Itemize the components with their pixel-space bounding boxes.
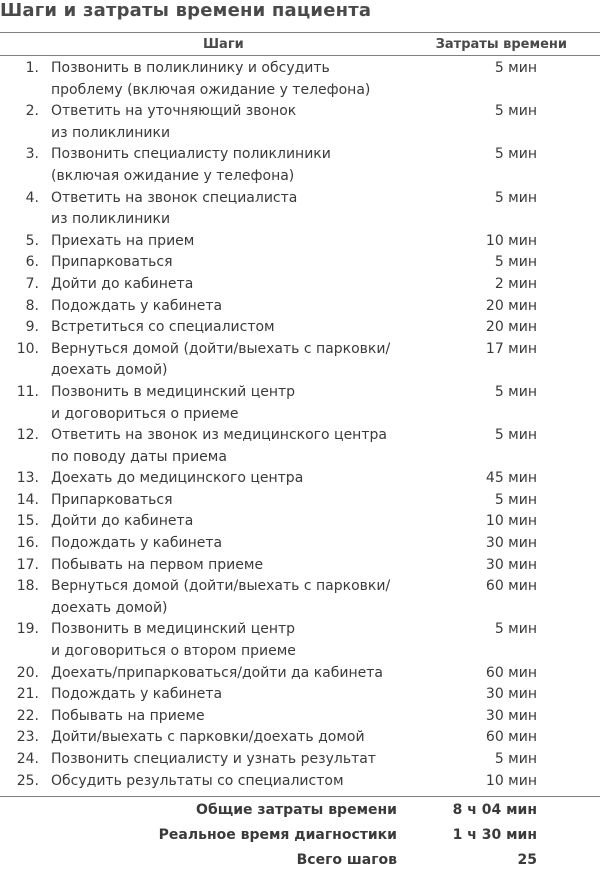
- step-description: Позвонить специалисту и узнать результат: [51, 751, 376, 767]
- table-row: [0, 231, 600, 253]
- summary-divider: [0, 796, 600, 797]
- column-header-steps: Шаги: [203, 37, 244, 52]
- step-description: Подождать у кабинета: [51, 686, 223, 703]
- step-description: Вернуться домой (дойти/выехать с парковки/ доехать домой): [51, 340, 391, 379]
- step-time: 17 мин: [485, 340, 537, 357]
- step-time: 30 мин: [485, 535, 537, 552]
- table-row: [0, 382, 600, 425]
- table-row: [0, 490, 600, 512]
- table-row: [0, 555, 600, 577]
- step-description: Побывать на приеме: [51, 707, 205, 724]
- step-time: 30 мин: [485, 707, 537, 724]
- step-number: 19.: [16, 621, 39, 638]
- top-divider: [0, 32, 600, 33]
- step-number: 8.: [25, 297, 39, 314]
- table-row: [0, 252, 600, 274]
- step-time: 60 мин: [485, 578, 537, 595]
- step-number: 18.: [16, 578, 39, 595]
- table-row: [0, 144, 600, 187]
- step-number: 15.: [16, 513, 39, 530]
- step-description: Припарковаться: [51, 491, 173, 508]
- step-time: 10 мин: [485, 513, 537, 530]
- step-description: Приехать на прием: [51, 232, 195, 249]
- step-time: 5 мин: [494, 751, 537, 767]
- total-steps-value: 25: [517, 852, 537, 868]
- step-description: Ответить на звонок из медицинского центра по поводу даты приема: [51, 427, 387, 465]
- step-number: 2.: [25, 103, 39, 120]
- step-time: 2 мин: [494, 275, 537, 292]
- step-time: 5 мин: [494, 491, 537, 508]
- step-description: Подождать у кабинета: [51, 297, 223, 314]
- step-description: Вернуться домой (дойти/выехать с парковки/ доехать домой): [51, 578, 391, 616]
- table-row: [0, 663, 600, 685]
- step-description: Доехать до медицинского центра: [51, 470, 304, 487]
- table-row: [0, 58, 600, 101]
- step-time: 60 мин: [485, 664, 537, 681]
- step-number: 23.: [16, 729, 39, 746]
- step-time: 30 мин: [485, 686, 537, 703]
- step-description: Дойти/выехать с парковки/доехать домой: [51, 729, 365, 746]
- step-description: Побывать на первом приеме: [51, 556, 264, 573]
- step-time: 10 мин: [485, 772, 537, 789]
- step-time: 45 мин: [485, 470, 537, 487]
- table-row: [0, 749, 600, 771]
- step-time: 5 мин: [494, 254, 537, 271]
- step-number: 6.: [25, 254, 39, 271]
- step-number: 13.: [16, 470, 39, 487]
- step-description: Дойти до кабинета: [51, 513, 194, 530]
- step-number: 20.: [16, 664, 39, 681]
- table-row: [0, 533, 600, 555]
- table-row: [0, 274, 600, 296]
- step-description: Припарковаться: [51, 254, 173, 271]
- step-number: 12.: [16, 427, 39, 444]
- real-time-label: Реальное время диагностики: [158, 827, 397, 843]
- step-description: Позвонить в медицинский центр и договориться о втором приеме: [51, 621, 296, 660]
- step-number: 10.: [16, 340, 39, 357]
- step-description: Ответить на уточняющий звонок из поликлиники: [51, 103, 297, 141]
- header-divider: [0, 55, 600, 56]
- step-description: Позвонить специалисту поликлиники (включая ожидание у телефона): [51, 146, 331, 184]
- step-time: 30 мин: [485, 556, 537, 573]
- step-time: 20 мин: [485, 297, 537, 314]
- step-number: 24.: [16, 751, 39, 767]
- step-number: 11.: [16, 383, 39, 400]
- table-row: [0, 425, 600, 468]
- step-number: 1.: [25, 60, 39, 76]
- table-row: [0, 101, 600, 144]
- step-number: 7.: [25, 275, 39, 292]
- step-time: 5 мин: [494, 383, 537, 400]
- table-row: [0, 317, 600, 339]
- step-time: 5 мин: [494, 621, 537, 638]
- table-row: [0, 619, 600, 662]
- total-steps-label: Всего шагов: [296, 852, 397, 868]
- step-time: 5 мин: [494, 103, 537, 120]
- table-row: [0, 576, 600, 619]
- step-number: 17.: [16, 556, 39, 573]
- step-number: 22.: [16, 707, 39, 724]
- step-description: Позвонить в медицинский центр и договориться о приеме: [51, 383, 296, 422]
- step-description: Встретиться со специалистом: [51, 319, 275, 336]
- step-time: 60 мин: [485, 729, 537, 746]
- steps-table: [0, 58, 600, 792]
- table-row: [0, 511, 600, 533]
- table-row: [0, 684, 600, 706]
- step-description: Обсудить результаты со специалистом: [51, 772, 344, 789]
- step-description: Подождать у кабинета: [51, 535, 223, 552]
- total-time-value: 8 ч 04 мин: [452, 802, 537, 818]
- step-time: 5 мин: [494, 60, 537, 76]
- step-description: Ответить на звонок специалиста из поликлиники: [51, 189, 298, 228]
- step-time: 5 мин: [494, 189, 537, 206]
- step-number: 9.: [25, 319, 39, 336]
- table-row: [0, 468, 600, 490]
- page-title: Шаги и затраты времени пациента: [0, 0, 372, 21]
- step-number: 5.: [25, 232, 39, 249]
- step-description: Позвонить в поликлинику и обсудить проблему (включая ожидание у телефона): [51, 60, 371, 98]
- step-number: 16.: [16, 535, 39, 552]
- step-time: 20 мин: [485, 319, 537, 336]
- step-number: 3.: [25, 146, 39, 163]
- step-time: 5 мин: [494, 146, 537, 163]
- step-time: 10 мин: [485, 232, 537, 249]
- step-number: 4.: [25, 189, 39, 206]
- table-row: [0, 706, 600, 728]
- step-number: 21.: [16, 686, 39, 703]
- column-header-time: Затраты времени: [435, 37, 567, 52]
- step-number: 14.: [16, 491, 39, 508]
- step-time: 5 мин: [494, 427, 537, 444]
- table-row: [0, 188, 600, 231]
- step-description: Доехать/припарковаться/дойти да кабинета: [51, 664, 383, 681]
- total-time-label: Общие затраты времени: [196, 802, 397, 818]
- table-row: [0, 339, 600, 382]
- real-time-value: 1 ч 30 мин: [452, 827, 537, 843]
- step-number: 25.: [16, 772, 39, 789]
- table-row: [0, 771, 600, 793]
- step-description: Дойти до кабинета: [51, 275, 194, 292]
- table-row: [0, 296, 600, 318]
- table-row: [0, 727, 600, 749]
